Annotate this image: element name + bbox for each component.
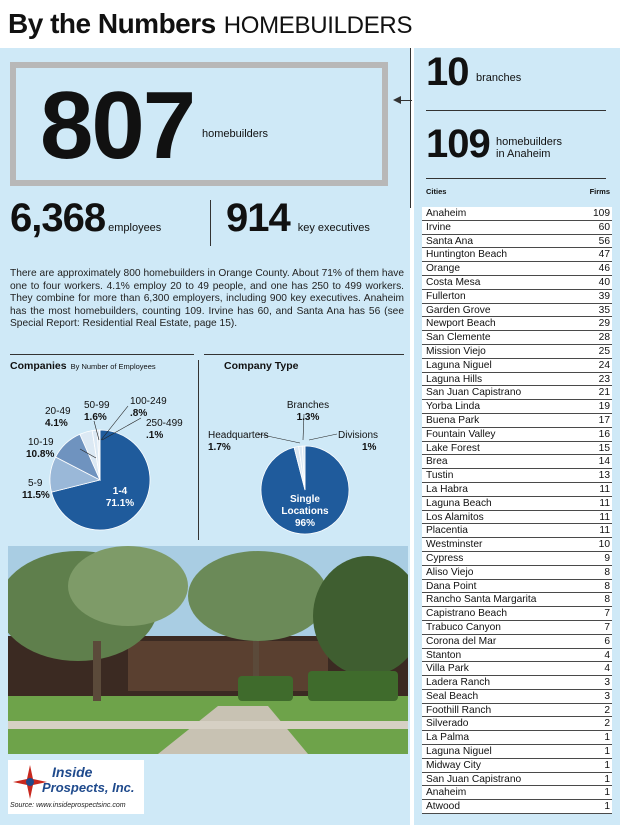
table-row [422,511,612,525]
col-firms: Firms [589,187,610,196]
firm-count: 1 [604,732,610,744]
leader-divisions [309,434,337,440]
firm-count: 46 [598,263,610,275]
stat-divider [210,200,211,246]
table-row [422,373,612,387]
city-name: Laguna Niguel [426,359,492,371]
city-name: Anaheim [426,208,467,219]
label-250-499: 250-499 [146,418,183,429]
city-name: Rancho Santa Margarita [426,594,537,606]
table-row [422,262,612,276]
table-row [422,290,612,304]
table-row [422,469,612,483]
firm-count: 11 [599,511,610,523]
city-name: Garden Grove [426,304,491,316]
firm-count: 1 [604,787,610,799]
table-row [422,524,612,538]
table-row [422,773,612,787]
executives-value: 914 [226,196,290,240]
label-branches: Branches [286,400,330,411]
headline-box [10,62,388,186]
city-name: Atwood [426,801,460,813]
city-name: Stanton [426,649,462,661]
city-name: Ladera Ranch [426,677,491,689]
city-name: San Juan Capistrano [426,387,522,399]
table-row [422,566,612,580]
table-row [422,317,612,331]
city-name: Los Alamitos [426,511,484,523]
table-row [422,552,612,566]
logo-line1: Inside [52,764,93,780]
table-row [422,786,612,800]
arrow-left-icon [393,96,401,104]
value-headquarters: 1.7% [208,442,231,453]
companies-title [10,360,156,372]
firm-count: 16 [598,428,610,440]
value-50-99: 1.6% [84,412,107,423]
pointer-arrow-line [400,100,412,101]
city-name: Huntington Beach [426,249,507,261]
firm-count: 39 [598,290,610,302]
col-cities: Cities [426,187,447,196]
city-name: Irvine [426,221,451,233]
value-1-4: 71.1% [105,498,135,509]
employees-value: 6,368 [10,196,106,240]
anaheim-label-1: homebuilders [496,136,563,148]
firm-count: 3 [604,690,610,702]
city-name: Capistrano Beach [426,608,507,620]
city-name: Brea [426,456,448,468]
table-row [422,483,612,497]
table-row [422,331,612,345]
label-100-249: 100-249 [130,396,167,407]
label-5-9: 5-9 [28,478,43,489]
companies-subtitle: By Number of Employees [70,362,156,371]
city-name: Santa Ana [426,235,474,247]
label-single-locations-2: Locations [281,506,329,517]
anaheim-value: 109 [426,122,490,166]
table-row [422,717,612,731]
city-name: Seal Beach [426,690,479,702]
value-single-locations: 96% [294,518,316,529]
table-row [422,538,612,552]
label-divisions: Divisions [338,430,379,441]
firm-count: 25 [598,345,610,357]
table-row [422,745,612,759]
firm-count: 8 [604,566,610,578]
label-50-99: 50-99 [84,400,110,411]
value-20-49: 4.1% [45,418,68,429]
firm-count: 6 [604,635,610,647]
label-headquarters: Headquarters [208,430,269,441]
firm-count: 29 [598,318,610,330]
label-20-49: 20-49 [45,406,71,417]
companies-pie [50,430,150,530]
firm-count: 11 [599,497,610,509]
title-bold: By the Numbers [8,8,216,39]
table-row [422,607,612,621]
employees-label: employees [108,222,162,234]
value-5-9: 11.5% [22,490,50,501]
firm-count: 9 [604,552,610,564]
table-row [422,386,612,400]
office-building-photo [8,546,408,754]
section-rule-type [204,354,404,355]
firm-count: 4 [604,663,610,675]
firm-count: 60 [598,221,610,233]
firm-count: 11 [599,483,610,495]
table-row [422,400,612,414]
title-light: HOMEBUILDERS [223,12,413,39]
logo-line2: Prospects, Inc. [42,780,135,795]
anaheim-label-2: in Anaheim [496,148,551,160]
city-name: San Juan Capistrano [426,773,522,785]
firm-count: 4 [604,649,610,661]
firm-count: 24 [598,359,610,371]
table-row [422,676,612,690]
firm-count: 2 [604,718,610,730]
city-name: La Palma [426,732,470,744]
city-name: Costa Mesa [426,276,481,288]
city-name: Buena Park [426,414,480,426]
city-name: Laguna Hills [426,373,483,385]
city-name: Fullerton [426,290,466,302]
city-name: San Clemente [426,332,491,344]
firm-count: 21 [598,387,610,399]
value-branches: 1.3% [296,412,320,423]
executives-label: key executives [297,222,370,234]
label-1-4: 1-4 [112,486,128,497]
city-name: Tustin [426,470,454,482]
table-row [422,662,612,676]
city-name: Orange [426,263,460,275]
photo-illustration [8,546,408,754]
table-row [422,414,612,428]
table-row [422,428,612,442]
firm-count: 7 [604,608,610,620]
city-name: Placentia [426,525,468,537]
value-250-499: .1% [146,430,164,441]
label-single-locations: Single [289,494,321,505]
city-name: Newport Beach [426,318,496,330]
headline-label: homebuilders [202,128,269,140]
table-row [422,359,612,373]
city-name: Laguna Beach [426,497,492,509]
firm-count: 3 [604,677,610,689]
table-row [422,759,612,773]
table-row [422,221,612,235]
city-name: Lake Forest [426,442,480,454]
label-10-19: 10-19 [28,437,54,448]
firm-count: 8 [604,580,610,592]
companies-title-text: Companies [10,360,67,372]
table-row [422,731,612,745]
table-row [422,497,612,511]
source-credit: Source: www.insideprospectsinc.com [10,802,126,809]
firm-count: 1 [604,801,610,813]
page-title [8,8,412,44]
value-divisions: 1% [362,442,377,453]
section-rule-companies [10,354,194,355]
firm-count: 23 [598,373,610,385]
stat-branches [426,50,522,95]
panel-divider [410,48,411,208]
city-name: Corona del Mar [426,635,497,647]
table-row [422,455,612,469]
right-separator-1 [426,110,606,111]
firm-count: 1 [604,759,610,771]
table-row [422,649,612,663]
table-row [422,248,612,262]
table-row [422,621,612,635]
city-name: Yorba Linda [426,401,481,413]
city-name: Trabuco Canyon [426,621,501,633]
city-name: Anaheim [426,787,467,799]
firm-count: 109 [593,208,610,219]
table-row [422,635,612,649]
firm-count: 35 [598,304,610,316]
cities-table [422,207,612,814]
firm-count: 56 [598,235,610,247]
firm-count: 1 [604,746,610,758]
city-name: Laguna Niguel [426,746,492,758]
stat-employees [10,196,161,241]
city-name: Villa Park [426,663,469,675]
firm-count: 15 [598,442,610,454]
firm-count: 40 [598,276,610,288]
firm-count: 8 [604,594,610,606]
firm-count: 2 [604,704,610,716]
table-row [422,207,612,221]
value-100-249: .8% [130,408,148,419]
table-row [422,593,612,607]
firm-count: 11 [599,525,610,537]
table-row [422,704,612,718]
right-separator-2 [426,178,606,179]
city-name: Cypress [426,552,464,564]
firm-count: 14 [598,456,610,468]
city-name: Mission Viejo [426,345,486,357]
pie-charts [0,380,410,540]
summary-paragraph: There are approximately 800 homebuilders in Orange County. About 71% of them have one to four workers. 4.1% employ 20 to 49 people, and one has 250 to 499 workers. They combine for more than 6,300 employers, including 900 key executives. Anaheim has the most homebuilders, counting 109. Irvine has 60, and Santa Ana has 56 (see Special Report: Residential Real Estate, page 15). [10,268,404,330]
city-name: Foothill Ranch [426,704,492,716]
table-row [422,276,612,290]
table-row [422,442,612,456]
firm-count: 19 [598,401,610,413]
city-name: Midway City [426,759,481,771]
stat-anaheim [426,122,563,167]
table-row [422,304,612,318]
city-name: Dana Point [426,580,477,592]
firm-count: 28 [598,332,610,344]
company-type-title: Company Type [224,360,299,372]
city-name: La Habra [426,483,468,495]
table-header [426,187,610,196]
city-name: Silverado [426,718,469,730]
firm-count: 7 [604,621,610,633]
table-row [422,345,612,359]
stat-executives [226,196,370,241]
table-row [422,690,612,704]
firm-count: 13 [598,470,610,482]
city-name: Fountain Valley [426,428,496,440]
firm-count: 47 [598,249,610,261]
headline-value: 807 [40,72,195,179]
branches-label: branches [476,72,522,84]
logo [8,760,144,814]
table-row [422,235,612,249]
firm-count: 10 [598,539,610,551]
firm-count: 17 [598,414,610,426]
firm-count: 1 [604,773,610,785]
table-row [422,800,612,814]
city-name: Aliso Viejo [426,566,474,578]
table-row [422,580,612,594]
branches-value: 10 [426,50,469,94]
value-10-19: 10.8% [26,449,55,460]
city-name: Westminster [426,539,483,551]
